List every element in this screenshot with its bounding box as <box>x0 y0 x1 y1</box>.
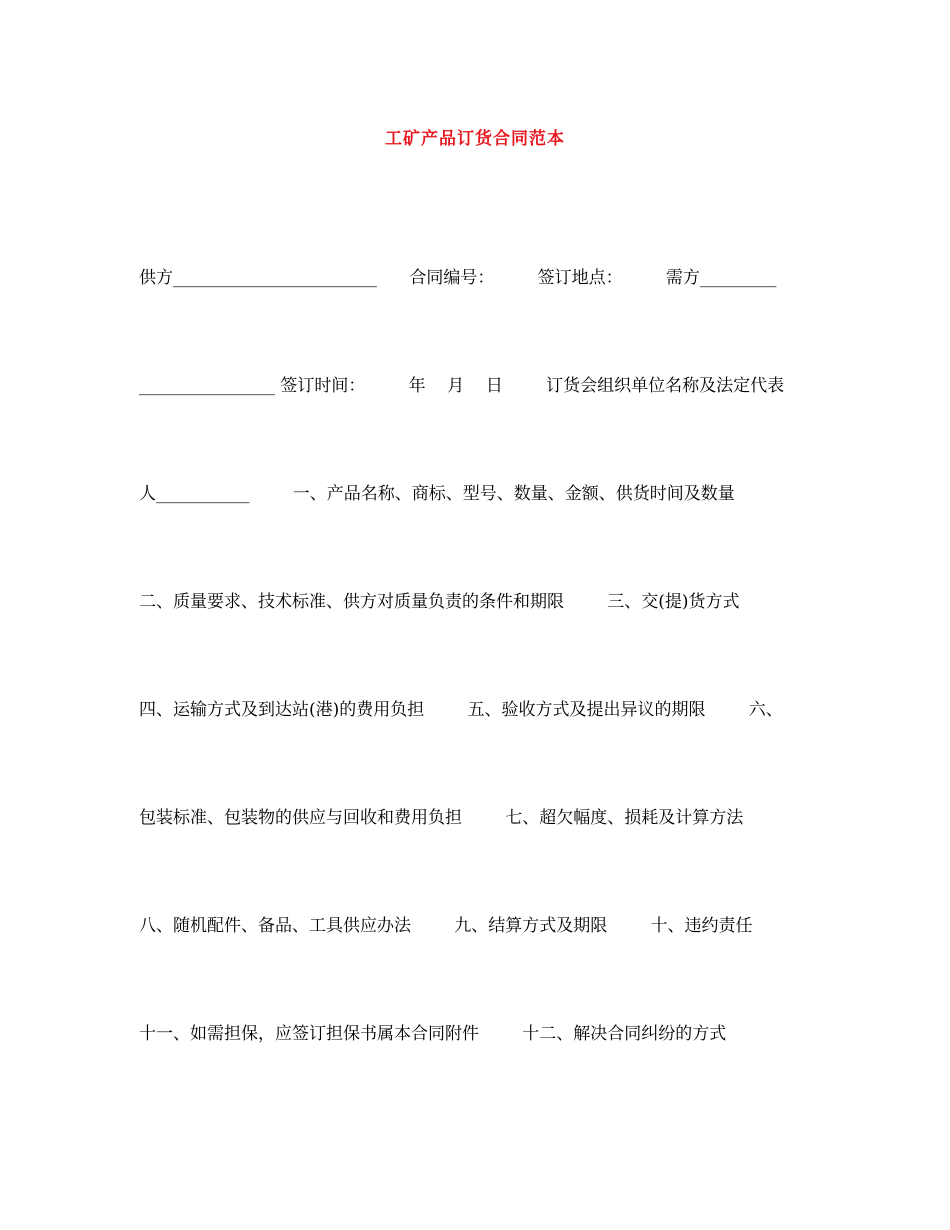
contract-line: 十一、如需担保，应签订担保书属本合同附件 十二、解决合同纠纷的方式 <box>139 1024 727 1044</box>
contract-line: ________________ 签订时间： 年 月 日 订货会组织单位名称及法定代表 <box>139 376 785 396</box>
contract-line: 供方________________________ 合同编号： 签订地点： 需方_________ <box>139 268 777 288</box>
contract-line: 二、质量要求、技术标准、供方对质量负责的条件和期限 三、交(提)货方式 <box>139 592 740 612</box>
contract-line: 八、随机配件、备品、工具供应办法 九、结算方式及期限 十、违约责任 <box>139 916 753 936</box>
contract-body <box>139 188 814 1124</box>
contract-line: 包装标准、包装物的供应与回收和费用负担 七、超欠幅度、损耗及计算方法 <box>139 808 744 828</box>
contract-line: 人___________ 一、产品名称、商标、型号、数量、金额、供货时间及数量 <box>139 484 735 504</box>
document-title: 工矿产品订货合同范本 <box>385 129 565 149</box>
contract-line: 四、运输方式及到达站(港)的费用负担 五、验收方式及提出异议的期限 六、 <box>139 700 783 720</box>
